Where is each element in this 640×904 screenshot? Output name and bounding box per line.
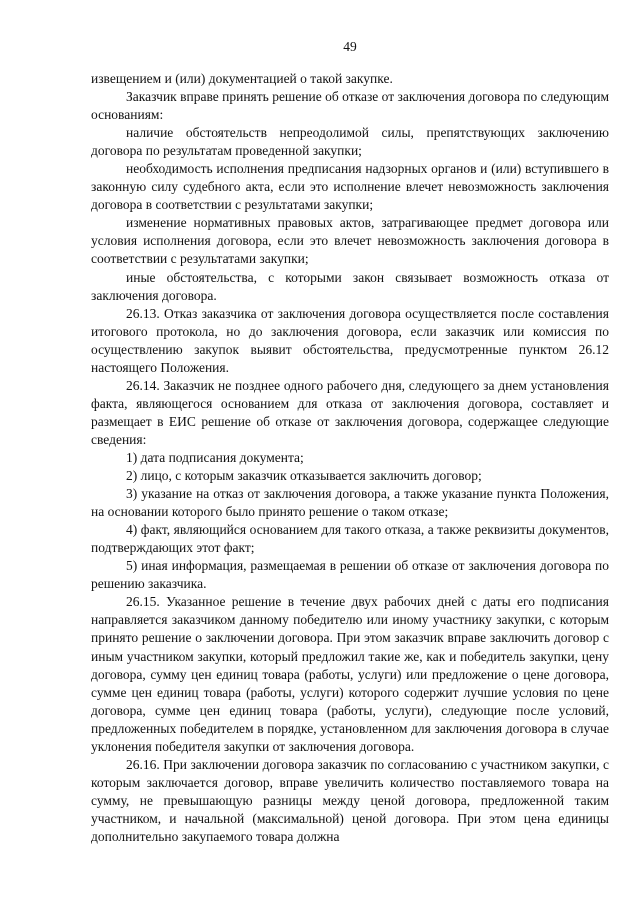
paragraph-supervisory-order: необходимость исполнения предписания надзорных органов и (или) вступившего в законную силу судебного акта, если это исполнение влечет невозможность заключения договора в соответствии с результатами закупки; xyxy=(91,161,609,213)
paragraph-26-14: 26.14. Заказчик не позднее одного рабочего дня, следующего за днем установления факта, являющегося основанием для отказа от заключения договора, составляет и размещает в ЕИС решение об отказе от заключения договора, содержащее следующие сведения: xyxy=(91,377,609,447)
paragraph-other-circumstances: иные обстоятельства, с которыми закон связывает возможность отказа от заключения договора. xyxy=(91,269,609,303)
list-item-5: 5) иная информация, размещаемая в решении об отказе от заключения договора по решению заказчика. xyxy=(91,558,609,592)
paragraph-force-majeure: наличие обстоятельств непреодолимой силы, препятствующих заключению договора по результатам проведенной закупки; xyxy=(91,125,609,159)
paragraph-continuation: извещением и (или) документацией о такой закупке. xyxy=(91,71,393,86)
list-item-3: 3) указание на отказ от заключения договора, а также указание пункта Положения, на основании которого было принято решение о таком отказе; xyxy=(91,486,609,520)
page-number: 49 xyxy=(343,39,357,54)
paragraph-refusal-grounds: Заказчик вправе принять решение об отказе от заключения договора по следующим основаниям: xyxy=(91,89,609,123)
paragraph-26-13: 26.13. Отказ заказчика от заключения договора осуществляется после составления итогового протокола, но до заключения договора, если заказчик или комиссия по осуществлению закупок выявит обстоятельства, предусмотренные пунктом 26.12 настоящего Положения. xyxy=(91,305,609,375)
list-item-2: 2) лицо, с которым заказчик отказывается заключить договор; xyxy=(126,468,482,484)
paragraph-26-15: 26.15. Указанное решение в течение двух рабочих дней с даты его подписания направляется заказчиком данному победителю или иному участнику закупки, с которым принято решение о заключении договора. При этом заказчик вправе заключить договор с иным участником закупки, который предложил такие же, как и победитель закупки, цену договора, сумму цен единиц товара (работы, услуги) или предложение о цене договора, сумме цен единиц товара (работы, услуги) которого содержит лучшие условия по цене договора, сумме цен единиц товара (работы, услуги), следующие после условий, предложенных победителем в порядке, установленном для заключения договора в случае уклонения победителя закупки от заключения договора. xyxy=(91,594,609,754)
list-item-1: 1) дата подписания документа; xyxy=(126,449,304,465)
document-body xyxy=(91,70,609,846)
paragraph-regulation-change: изменение нормативных правовых актов, затрагивающее предмет договора или условия исполнения договора, если это влечет невозможность заключения договора в соответствии с результатами закупки; xyxy=(91,215,609,267)
list-item-4: 4) факт, являющийся основанием для такого отказа, а также реквизиты документов, подтверждающих этот факт; xyxy=(91,522,609,556)
paragraph-26-16: 26.16. При заключении договора заказчик по согласованию с участником закупки, с которым заключается договор, вправе увеличить количество поставляемого товара на сумму, не превышающую разницы между ценой договора, предложенной таким участником, и начальной (максимальной) ценой договора. При этом цена единицы дополнительно закупаемого товара должна xyxy=(91,756,609,844)
